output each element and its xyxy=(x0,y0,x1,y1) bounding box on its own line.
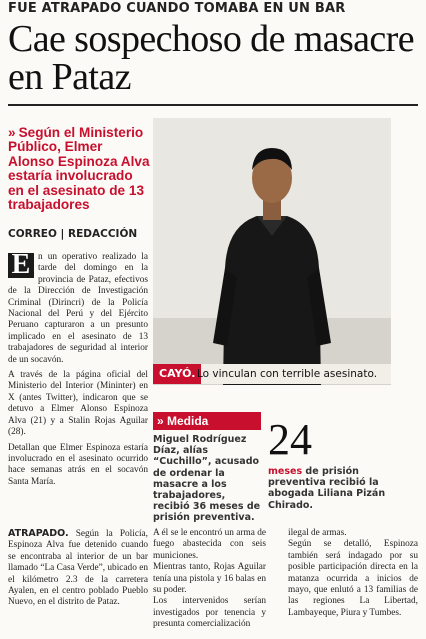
stat-text xyxy=(268,466,418,511)
bottom-column-3 xyxy=(288,528,418,619)
drop-cap: E xyxy=(8,253,34,278)
stat-unit: meses xyxy=(268,466,303,477)
story-paragraph-1: n un operativo realizado la tarde del domingo en la provincia de Pataz, efectivos de la Dirección de Investigación Criminal (Dirincri) de la Policía Nacional del Perú y del Ejército Peruano capturaron a un presunto implicado en el asesinato de 13 trabajadores de seguridad al interior de un socavón. xyxy=(8,252,148,365)
stat-description: de prisión preventiva recibió la abogada Liliana Pizán Chirado. xyxy=(268,466,386,511)
medida-label: » Medida xyxy=(153,412,261,430)
column-3-paragraph-2: Según se detalló, Espinoza también será indagado por su posible participación directa en la matanza ocurrida a inicios de mayo, que enlutó a 13 familias de las regiones La Libertad, Lambayeque, Piura y Tumbes. xyxy=(288,539,418,618)
column-2-paragraph-3: Los intervenidos serían investigados por tenencia y presunta comercialización xyxy=(153,596,266,630)
suspect-photo xyxy=(153,118,391,385)
column-2-paragraph-1: A él se le encontró un arma de fuego abastecida con seis municiones. xyxy=(153,528,266,561)
column-2-paragraph-2: Mientras tanto, Rojas Aguilar tenía una pistola y 16 balas en su poder. xyxy=(153,562,266,596)
caption-tag: CAYÓ. xyxy=(153,364,201,384)
deck-mark: » xyxy=(8,125,16,140)
bottom-column-2 xyxy=(153,528,266,631)
caption-text: Lo vinculan con terrible asesinato. xyxy=(197,368,378,380)
deck xyxy=(8,126,150,212)
deck-text: Según el Ministerio Público, Elmer Alonso Espinoza Alva estaría involucrado en el asesinato de 13 trabajadores xyxy=(8,125,150,213)
story-paragraph-3: Detallan que Elmer Espinoza estaría involucrado en el asesinato ocurrido hace semanas atrás en el socavón Santa María. xyxy=(8,442,148,487)
byline: CORREO | REDACCIÓN xyxy=(8,228,138,240)
headline: Cae sospechoso de masacre en Pataz xyxy=(8,18,415,98)
story-body xyxy=(8,249,148,492)
headline-divider xyxy=(8,104,418,106)
medida-text: Miguel Rodríguez Díaz, alías “Cuchillo”, acusado de ordenar la masacre a los trabajadores, recibió 36 meses de prisión preventiva. xyxy=(153,434,261,524)
suspect-figure xyxy=(153,118,391,385)
column-lead: ATRAPADO. xyxy=(8,528,69,539)
bottom-column-1 xyxy=(8,528,148,609)
column-1-text: Según la Policía, Espinoza Alva fue detenido cuando se encontraba al interior de un bar llamado “La Casa Verde”, ubicado en el kilómetro 2.3 de la carretera Ayalen, en el centro poblado Pueblo Nuevo, en el distrito de Pataz. xyxy=(8,529,148,608)
story-paragraph-2: A través de la página oficial del Ministerio del Interior (Mininter) en X (antes Twitter), indicaron que se detuvo a Elmer Alonso Espinoza Alva (21) y a Stalin Rojas Aguilar (28). xyxy=(8,370,148,438)
kicker: FUE ATRAPADO CUANDO TOMABA EN UN BAR xyxy=(8,1,346,16)
column-3-paragraph-1: ilegal de armas. xyxy=(288,528,347,538)
stat-number: 24 xyxy=(268,415,312,464)
